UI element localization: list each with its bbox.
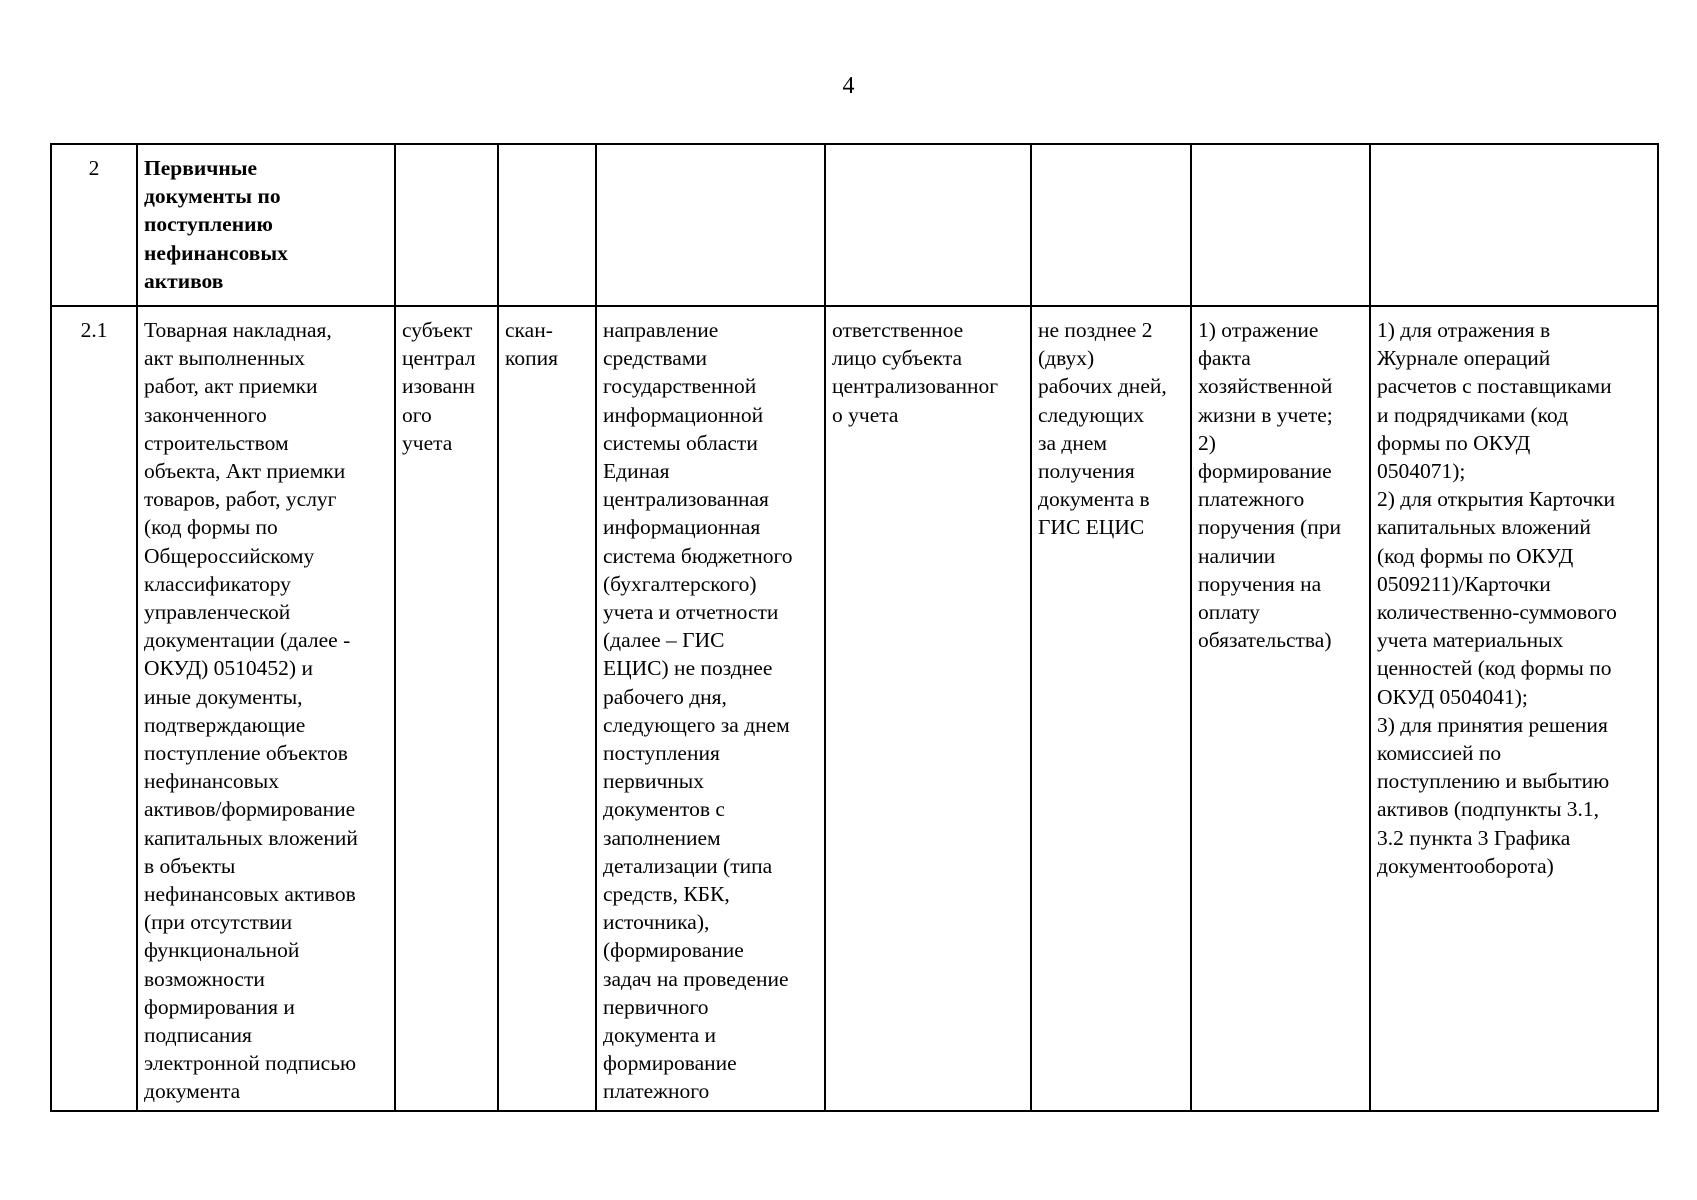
row-number-cell (51, 144, 137, 306)
deadline-cell (1031, 306, 1191, 1111)
usage-cell (1370, 306, 1658, 1111)
responsible-cell (825, 144, 1031, 306)
deadline-cell (1031, 144, 1191, 306)
row-number: 2 (88, 156, 100, 180)
row-number: 2.1 (80, 318, 108, 342)
table-row (51, 306, 1658, 1111)
purpose-text: 1) отражение факта хозяйственной жизни в учете; 2) формирование платежного поручения (при наличии поручения на оплату обязательства) (1198, 318, 1342, 653)
usage-text: 1) для отражения в Журнале операций расчетов с поставщиками и подрядчиками (код формы по ОКУД 0504071); 2) для открытия Карточки капитальных вложений (код формы по ОКУД 0509211)/Карточки количественно-суммового учета материальных ценностей (код формы по ОКУД 0504041); 3) для принятия решения комиссией по поступлению и выбытию активов (подпункты 3.1, 3.2 пункта 3 Графика документооборота) (1377, 318, 1617, 878)
responsible-cell (825, 306, 1031, 1111)
responsible-text: ответственное лицо субъекта централизованног о учета (832, 318, 999, 427)
purpose-cell (1191, 144, 1370, 306)
form-cell (498, 306, 596, 1111)
deadline-text: не позднее 2 (двух) рабочих дней, следующих за днем получения документа в ГИС ЕЦИС (1038, 318, 1167, 540)
document-name-cell (137, 306, 395, 1111)
usage-cell (1370, 144, 1658, 306)
creator-cell (395, 144, 498, 306)
creator-cell (395, 306, 498, 1111)
page-number: 4 (842, 73, 855, 99)
document-table (50, 143, 1659, 1112)
table-row (51, 144, 1658, 306)
form-cell (498, 144, 596, 306)
transfer-method-cell (596, 306, 825, 1111)
transfer-method-cell (596, 144, 825, 306)
document-name-cell (137, 144, 395, 306)
transfer-method-text: направление средствами государственной информационной системы области Единая централизованная информационная система бюджетного (бухгалтерского) учета и отчетности (далее – ГИС ЕЦИС) не позднее рабочего дня, следующего за днем поступления первичных документов с заполнением детализации (типа средств, КБК, источника), (формирование задач на проведение первичного документа и формирование платежного (603, 318, 793, 1104)
document-name-text: Товарная накладная, акт выполненных работ, акт приемки законченного строительством объекта, Акт приемки товаров, работ, услуг (код формы по Общероссийскому классификатору управленческой документации (далее - ОКУД) 0510452) и иные документы, подтверждающие поступление объектов нефинансовых активов/формирование капитальных вложений в объекты нефинансовых активов (при отсутствии функциональной возможности формирования и подписания электронной подписью документа (144, 318, 358, 1104)
form-text: скан- копия (505, 318, 559, 371)
creator-text: субъект централ изованн ого учета (402, 318, 476, 455)
section-title: Первичные документы по поступлению нефинансовых активов (144, 156, 288, 293)
row-number-cell (51, 306, 137, 1111)
purpose-cell (1191, 306, 1370, 1111)
